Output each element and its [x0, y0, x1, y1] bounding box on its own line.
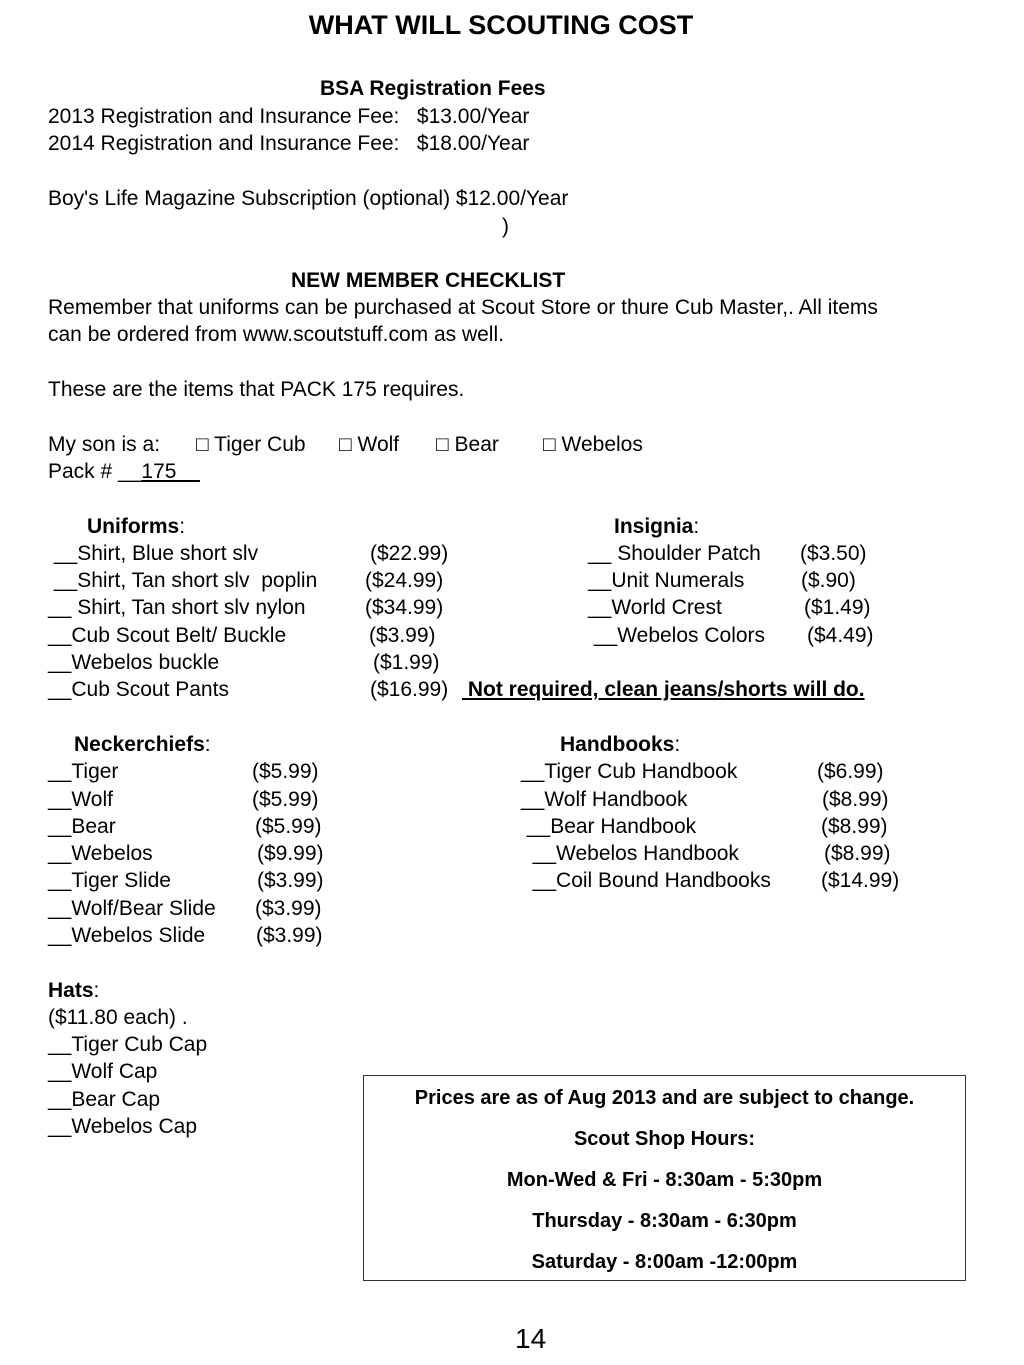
rank-option-webelos[interactable]: □ Webelos [543, 433, 643, 456]
prices-note: Prices are as of Aug 2013 and are subject to change. [414, 1087, 915, 1109]
handbook-item-tiger-cub-label: __Tiger Cub Handbook [521, 760, 738, 783]
neckerchief-item-webelos-slide-price: ($3.99) [256, 924, 323, 947]
hours-mon-wed-fri: Mon-Wed & Fri - 8:30am - 5:30pm [506, 1169, 823, 1191]
checklist-intro-line1: Remember that uniforms can be purchased at Scout Store or thure Cub Master,. All items [48, 296, 878, 319]
neckerchief-item-bear-label: __Bear [48, 815, 116, 838]
uniform-item-blue-shirt-label: __Shirt, Blue short slv [48, 542, 259, 565]
rank-option-tiger-cub[interactable]: □ Tiger Cub [196, 433, 306, 456]
insignia-item-world-crest-price: ($1.49) [804, 596, 871, 619]
uniforms-heading-text: Uniforms [87, 515, 180, 538]
pants-not-required-note [462, 676, 865, 703]
insignia-item-unit-numerals-label: __Unit Numerals [588, 569, 745, 592]
insignia-item-shoulder-patch-label: __ Shoulder Patch [588, 542, 761, 565]
handbook-item-webelos-label: __Webelos Handbook [521, 842, 739, 865]
handbook-item-wolf-label: __Wolf Handbook [521, 788, 688, 811]
insignia-item-webelos-colors-label: __Webelos Colors [588, 624, 766, 647]
pack-requirements: These are the items that PACK 175 requires. [48, 378, 465, 401]
hats-price-note: ($11.80 each) . [48, 1006, 188, 1029]
registration-fee-2014: 2014 Registration and Insurance Fee: $18.00/Year [48, 132, 530, 155]
uniform-item-webelos-buckle-price: ($1.99) [373, 651, 440, 674]
neckerchief-item-tiger-label: __Tiger [48, 760, 119, 783]
checklist-intro-line2: can be ordered from www.scoutstuff.com as well. [48, 323, 504, 346]
uniform-item-pants-label: __Cub Scout Pants [48, 678, 229, 701]
neckerchief-item-webelos-slide-label: __Webelos Slide [48, 924, 206, 947]
pack-number: 175 [141, 460, 177, 483]
pack-number-suffix: __ [176, 460, 200, 483]
page-number: 14 [515, 1323, 547, 1354]
hours-thursday: Thursday - 8:30am - 6:30pm [532, 1210, 797, 1232]
registration-fee-2013: 2013 Registration and Insurance Fee: $13.00/Year [48, 105, 530, 128]
magazine-subscription: Boy's Life Magazine Subscription (optional) $12.00/Year [48, 187, 569, 210]
neckerchief-item-bear-price: ($5.99) [255, 815, 322, 838]
uniform-item-belt-label: __Cub Scout Belt/ Buckle [48, 624, 287, 647]
son-rank-label: My son is a: [48, 433, 161, 456]
registration-heading: BSA Registration Fees [320, 77, 546, 100]
hat-item-webelos-cap: __Webelos Cap [48, 1115, 198, 1138]
pack-number-prefix: Pack # __ [48, 460, 142, 483]
insignia-item-world-crest-label: __World Crest [588, 596, 722, 619]
uniform-item-tan-poplin-label: __Shirt, Tan short slv poplin [48, 569, 318, 592]
handbooks-heading: Handbooks: [560, 733, 681, 756]
neckerchief-item-webelos-label: __Webelos [48, 842, 153, 865]
neckerchief-item-wolf-label: __Wolf [48, 788, 113, 811]
hours-saturday: Saturday - 8:00am -12:00pm [531, 1251, 798, 1273]
neckerchief-item-tiger-slide-label: __Tiger Slide [48, 869, 171, 892]
insignia-item-webelos-colors-price: ($4.49) [807, 624, 874, 647]
hours-heading: Scout Shop Hours: [573, 1128, 756, 1150]
uniform-item-belt-price: ($3.99) [369, 624, 436, 647]
insignia-heading-text: Insignia [614, 515, 694, 538]
neckerchief-item-tiger-slide-price: ($3.99) [257, 869, 324, 892]
handbook-item-bear-price: ($8.99) [821, 815, 888, 838]
neckerchief-item-tiger-price: ($5.99) [252, 760, 319, 783]
handbook-item-coil-bound-label: __Coil Bound Handbooks [521, 869, 771, 892]
insignia-item-unit-numerals-price: ($.90) [801, 569, 856, 592]
hats-heading: Hats: [48, 979, 100, 1002]
uniform-item-blue-shirt-price: ($22.99) [370, 542, 449, 565]
page-title: WHAT WILL SCOUTING COST [308, 10, 694, 40]
uniform-item-pants-price: ($16.99) [370, 678, 449, 701]
insignia-item-shoulder-patch-price: ($3.50) [800, 542, 867, 565]
hat-item-wolf-cap: __Wolf Cap [48, 1060, 158, 1083]
neckerchiefs-heading-text: Neckerchiefs [74, 733, 205, 756]
uniform-item-webelos-buckle-label: __Webelos buckle [48, 651, 220, 674]
uniform-item-tan-poplin-price: ($24.99) [365, 569, 444, 592]
neckerchief-item-webelos-price: ($9.99) [257, 842, 324, 865]
rank-option-bear[interactable]: □ Bear [436, 433, 499, 456]
insignia-heading: Insignia: [614, 515, 700, 538]
pants-note-text: Not required, clean jeans/shorts will do. [467, 678, 865, 701]
hat-item-tiger-cub-cap: __Tiger Cub Cap [48, 1033, 208, 1056]
hats-heading-text: Hats [48, 979, 94, 1002]
handbook-item-webelos-price: ($8.99) [824, 842, 891, 865]
neckerchief-item-wolf-bear-slide-price: ($3.99) [255, 897, 322, 920]
rank-option-wolf[interactable]: □ Wolf [339, 433, 400, 456]
neckerchief-item-wolf-bear-slide-label: __Wolf/Bear Slide [48, 897, 216, 920]
uniform-item-tan-nylon-price: ($34.99) [365, 596, 444, 619]
handbook-item-wolf-price: ($8.99) [822, 788, 889, 811]
handbooks-heading-text: Handbooks [560, 733, 675, 756]
handbook-item-tiger-cub-price: ($6.99) [817, 760, 884, 783]
checklist-heading: NEW MEMBER CHECKLIST [291, 269, 566, 292]
hat-item-bear-cap: __Bear Cap [48, 1088, 161, 1111]
uniforms-heading: Uniforms: [87, 515, 186, 538]
neckerchief-item-wolf-price: ($5.99) [252, 788, 319, 811]
stray-parenthesis: ) [502, 215, 509, 238]
pack-number-line [48, 458, 200, 485]
neckerchiefs-heading: Neckerchiefs: [74, 733, 211, 756]
prices-and-hours-box [363, 1075, 966, 1281]
handbook-item-bear-label: __Bear Handbook [521, 815, 697, 838]
handbook-item-coil-bound-price: ($14.99) [821, 869, 900, 892]
uniform-item-tan-nylon-label: __ Shirt, Tan short slv nylon [48, 596, 306, 619]
